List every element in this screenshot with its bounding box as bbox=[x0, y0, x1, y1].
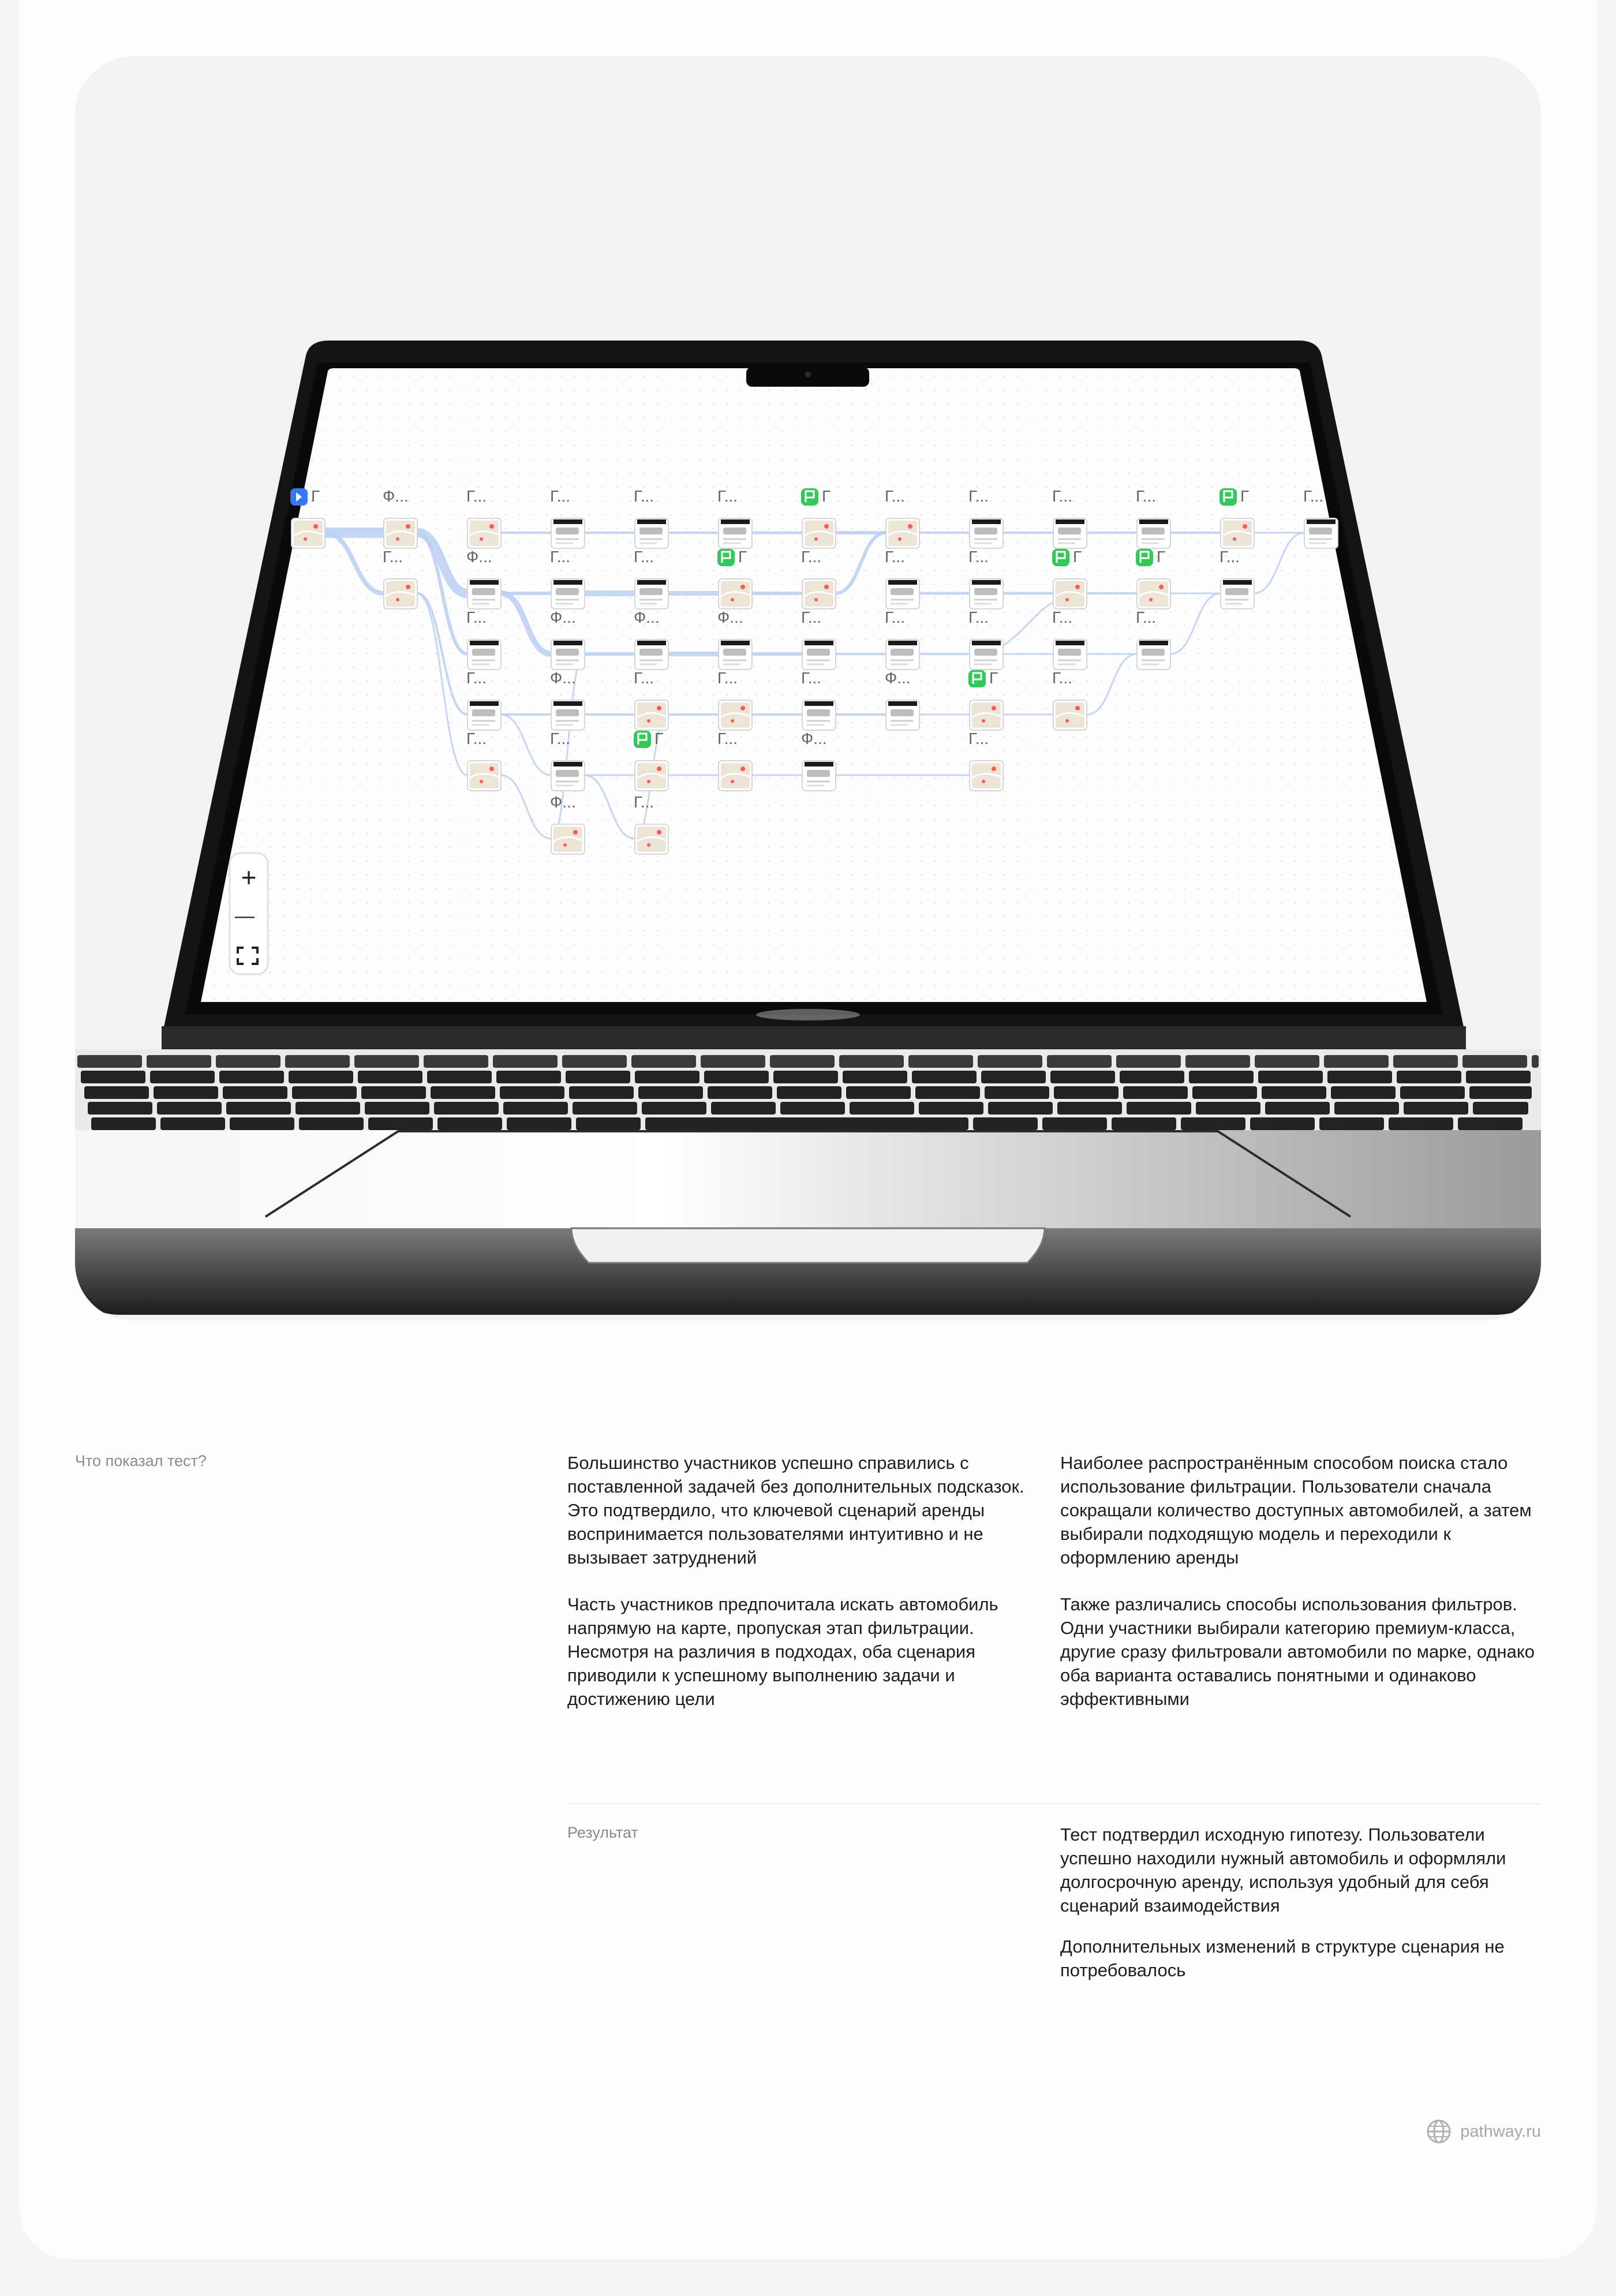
key bbox=[354, 1055, 419, 1068]
key bbox=[493, 1055, 558, 1068]
key bbox=[1334, 1102, 1399, 1115]
key bbox=[285, 1055, 350, 1068]
paragraph: Большинство участников успешно справились с поставленной задачей без дополнительных подсказок. Это подтвердило, что ключевой сценарий аренды воспринимается пользователями интуитивно и не вызывает затруднений bbox=[567, 1453, 1024, 1568]
node-label: Ф... bbox=[550, 669, 576, 687]
node-label: Г bbox=[822, 487, 831, 505]
key bbox=[1189, 1071, 1254, 1083]
node-label: Г... bbox=[466, 669, 487, 687]
key bbox=[635, 1071, 699, 1083]
key bbox=[1469, 1086, 1532, 1099]
key bbox=[292, 1086, 357, 1099]
key bbox=[701, 1055, 765, 1068]
footer bbox=[1427, 2119, 1541, 2144]
key bbox=[1532, 1055, 1539, 1068]
node-label: Ф... bbox=[634, 608, 660, 626]
key bbox=[1400, 1086, 1465, 1099]
section-label: Что показал тест? bbox=[75, 1452, 207, 1469]
node-label: Г... bbox=[550, 548, 571, 566]
key bbox=[1397, 1071, 1461, 1083]
key bbox=[1116, 1055, 1181, 1068]
node-label: Г bbox=[989, 669, 998, 687]
key bbox=[839, 1055, 904, 1068]
flow-node[interactable] bbox=[717, 548, 752, 609]
key bbox=[1050, 1071, 1115, 1083]
paragraph: Дополнительных изменений в структуре сценария не потребовалось bbox=[1060, 1936, 1505, 1980]
key bbox=[1265, 1102, 1330, 1115]
key bbox=[973, 1117, 1038, 1130]
key bbox=[1112, 1117, 1176, 1130]
key bbox=[1389, 1117, 1453, 1130]
key bbox=[1196, 1102, 1260, 1115]
key bbox=[1327, 1071, 1392, 1083]
key bbox=[81, 1071, 145, 1083]
key bbox=[576, 1117, 641, 1130]
key bbox=[1258, 1071, 1323, 1083]
node-label: Г... bbox=[550, 730, 571, 747]
node-label: Г... bbox=[885, 487, 906, 505]
paragraph: Также различались способы использования фильтров. Одни участники выбирали категорию премиум-класса, другие сразу фильтровали автомобили по марке, однако оба варианта оставались понятными и одинаково эффективными bbox=[1060, 1594, 1535, 1709]
laptop-hero bbox=[75, 57, 1541, 1321]
key bbox=[154, 1086, 218, 1099]
key bbox=[1047, 1055, 1112, 1068]
key bbox=[912, 1071, 977, 1083]
key bbox=[843, 1071, 907, 1083]
key bbox=[642, 1102, 706, 1115]
key bbox=[1393, 1055, 1458, 1068]
column-1 bbox=[567, 1451, 1029, 1711]
divider bbox=[567, 1803, 1541, 1804]
node-label: Г... bbox=[383, 548, 403, 566]
key bbox=[1250, 1117, 1315, 1130]
key bbox=[77, 1055, 142, 1068]
paragraph: Часть участников предпочитала искать автомобиль напрямую на карте, пропуская этап фильтрации. Несмотря на различия в подходах, оба сценария приводили к успешному выполнению задачи и достижению цели bbox=[567, 1594, 998, 1709]
node-label: Ф... bbox=[466, 548, 492, 566]
key bbox=[846, 1086, 911, 1099]
result-text bbox=[1060, 1823, 1541, 1982]
site-link[interactable]: pathway.ru bbox=[1460, 2122, 1541, 2141]
node-label: Г... bbox=[466, 608, 487, 626]
node-label: Г... bbox=[1052, 669, 1073, 687]
node-label: Г bbox=[1157, 548, 1166, 566]
paragraph: Тест подтвердил исходную гипотезу. Пользователи успешно находили нужный автомобиль и оформляли долгосрочную аренду, используя удобный для себя сценарий взаимодействия bbox=[1060, 1824, 1506, 1916]
node-label: Г... bbox=[466, 730, 487, 747]
column-2 bbox=[1060, 1451, 1541, 1711]
key bbox=[507, 1117, 571, 1130]
key bbox=[631, 1055, 696, 1068]
key bbox=[1181, 1117, 1245, 1130]
key bbox=[150, 1071, 215, 1083]
key bbox=[1123, 1086, 1188, 1099]
zoom-in-button[interactable]: + bbox=[241, 862, 257, 892]
node-label: Ф... bbox=[717, 608, 743, 626]
key bbox=[985, 1086, 1049, 1099]
key bbox=[978, 1055, 1042, 1068]
node-label: Г... bbox=[1052, 487, 1073, 505]
key bbox=[711, 1102, 776, 1115]
node-label: Г... bbox=[968, 730, 989, 747]
key bbox=[562, 1055, 627, 1068]
key bbox=[1473, 1102, 1528, 1115]
flow-node[interactable] bbox=[290, 487, 325, 548]
key bbox=[500, 1086, 564, 1099]
key bbox=[157, 1102, 222, 1115]
key bbox=[147, 1055, 211, 1068]
key bbox=[361, 1086, 426, 1099]
key bbox=[84, 1086, 149, 1099]
key bbox=[770, 1055, 835, 1068]
key bbox=[908, 1055, 973, 1068]
node-label: Ф... bbox=[383, 487, 409, 505]
node-label: Г... bbox=[1136, 608, 1157, 626]
key bbox=[496, 1071, 561, 1083]
node-label: Г... bbox=[717, 487, 738, 505]
node-label: Г bbox=[311, 487, 320, 505]
key bbox=[437, 1117, 502, 1130]
key bbox=[427, 1071, 492, 1083]
node-label: Г... bbox=[885, 608, 906, 626]
key bbox=[1331, 1086, 1396, 1099]
key bbox=[1255, 1055, 1319, 1068]
key bbox=[1458, 1117, 1523, 1130]
key bbox=[988, 1102, 1053, 1115]
node-label: Г... bbox=[885, 548, 906, 566]
key bbox=[223, 1086, 287, 1099]
key bbox=[645, 1117, 968, 1130]
node-label: Г... bbox=[717, 730, 738, 747]
node-label: Ф... bbox=[885, 669, 911, 687]
key bbox=[1120, 1071, 1184, 1083]
node-label: Г bbox=[654, 730, 664, 747]
node-label: Г... bbox=[634, 548, 654, 566]
flow-node[interactable] bbox=[1052, 548, 1087, 609]
key bbox=[365, 1102, 429, 1115]
key bbox=[1185, 1055, 1250, 1068]
flow-node[interactable] bbox=[968, 669, 1003, 730]
key bbox=[289, 1071, 353, 1083]
key bbox=[1324, 1055, 1389, 1068]
key bbox=[566, 1071, 630, 1083]
key bbox=[773, 1071, 838, 1083]
key bbox=[434, 1102, 499, 1115]
laptop-mockup bbox=[75, 57, 1541, 1321]
node-label: Ф... bbox=[801, 730, 827, 747]
flow-node[interactable] bbox=[1220, 487, 1254, 548]
key bbox=[230, 1117, 294, 1130]
key bbox=[424, 1055, 488, 1068]
result-label: Результат bbox=[567, 1824, 638, 1841]
node-label: Ф... bbox=[550, 793, 576, 811]
key bbox=[299, 1117, 364, 1130]
key bbox=[704, 1071, 769, 1083]
key bbox=[1262, 1086, 1326, 1099]
node-label: Г... bbox=[466, 487, 487, 505]
node-label: Г... bbox=[801, 608, 822, 626]
node-label: Г... bbox=[1220, 548, 1240, 566]
node-label: Г... bbox=[1303, 487, 1324, 505]
key bbox=[358, 1071, 422, 1083]
node-label: Г... bbox=[550, 487, 571, 505]
key bbox=[368, 1117, 433, 1130]
key bbox=[1466, 1071, 1531, 1083]
key bbox=[503, 1102, 568, 1115]
key bbox=[1462, 1055, 1527, 1068]
node-label: Г bbox=[1240, 487, 1250, 505]
key bbox=[1057, 1102, 1122, 1115]
node-label: Г... bbox=[634, 669, 654, 687]
flow-node[interactable] bbox=[1136, 548, 1170, 609]
key bbox=[638, 1086, 703, 1099]
key bbox=[431, 1086, 495, 1099]
key bbox=[226, 1102, 291, 1115]
node-label: Г... bbox=[634, 487, 654, 505]
key bbox=[780, 1102, 845, 1115]
key bbox=[573, 1102, 637, 1115]
node-label: Г... bbox=[968, 548, 989, 566]
flow-node[interactable] bbox=[634, 730, 668, 791]
node-label: Г bbox=[1073, 548, 1082, 566]
thumb-notch bbox=[571, 1228, 1045, 1263]
key bbox=[777, 1086, 841, 1099]
paragraph: Наиболее распространённым способом поиска стало использование фильтрации. Пользователи сначала сокращали количество доступных автомобилей, а затем выбирали подходящую модель и переходили к оформлению аренды bbox=[1060, 1453, 1532, 1568]
key bbox=[1042, 1117, 1107, 1130]
key bbox=[915, 1086, 980, 1099]
key bbox=[1192, 1086, 1257, 1099]
node-label: Ф... bbox=[550, 608, 576, 626]
zoom-out-button[interactable]: — bbox=[235, 905, 255, 927]
node-label: Г... bbox=[717, 669, 738, 687]
node-label: Г... bbox=[1052, 608, 1073, 626]
key bbox=[1054, 1086, 1119, 1099]
key bbox=[708, 1086, 772, 1099]
key bbox=[219, 1071, 284, 1083]
key bbox=[569, 1086, 634, 1099]
key bbox=[1127, 1102, 1191, 1115]
node-label: Г bbox=[738, 548, 747, 566]
key bbox=[88, 1102, 152, 1115]
flow-node[interactable] bbox=[801, 487, 836, 548]
key bbox=[91, 1117, 156, 1130]
node-label: Г... bbox=[968, 487, 989, 505]
node-label: Г... bbox=[634, 793, 654, 811]
key bbox=[1319, 1117, 1384, 1130]
key bbox=[850, 1102, 914, 1115]
node-label: Г... bbox=[1136, 487, 1157, 505]
node-label: Г... bbox=[801, 548, 822, 566]
key bbox=[1404, 1102, 1468, 1115]
key bbox=[919, 1102, 983, 1115]
key bbox=[295, 1102, 360, 1115]
key bbox=[216, 1055, 280, 1068]
node-label: Г... bbox=[801, 669, 822, 687]
key bbox=[160, 1117, 225, 1130]
key bbox=[981, 1071, 1046, 1083]
node-label: Г... bbox=[968, 608, 989, 626]
globe-icon bbox=[1427, 2119, 1451, 2144]
